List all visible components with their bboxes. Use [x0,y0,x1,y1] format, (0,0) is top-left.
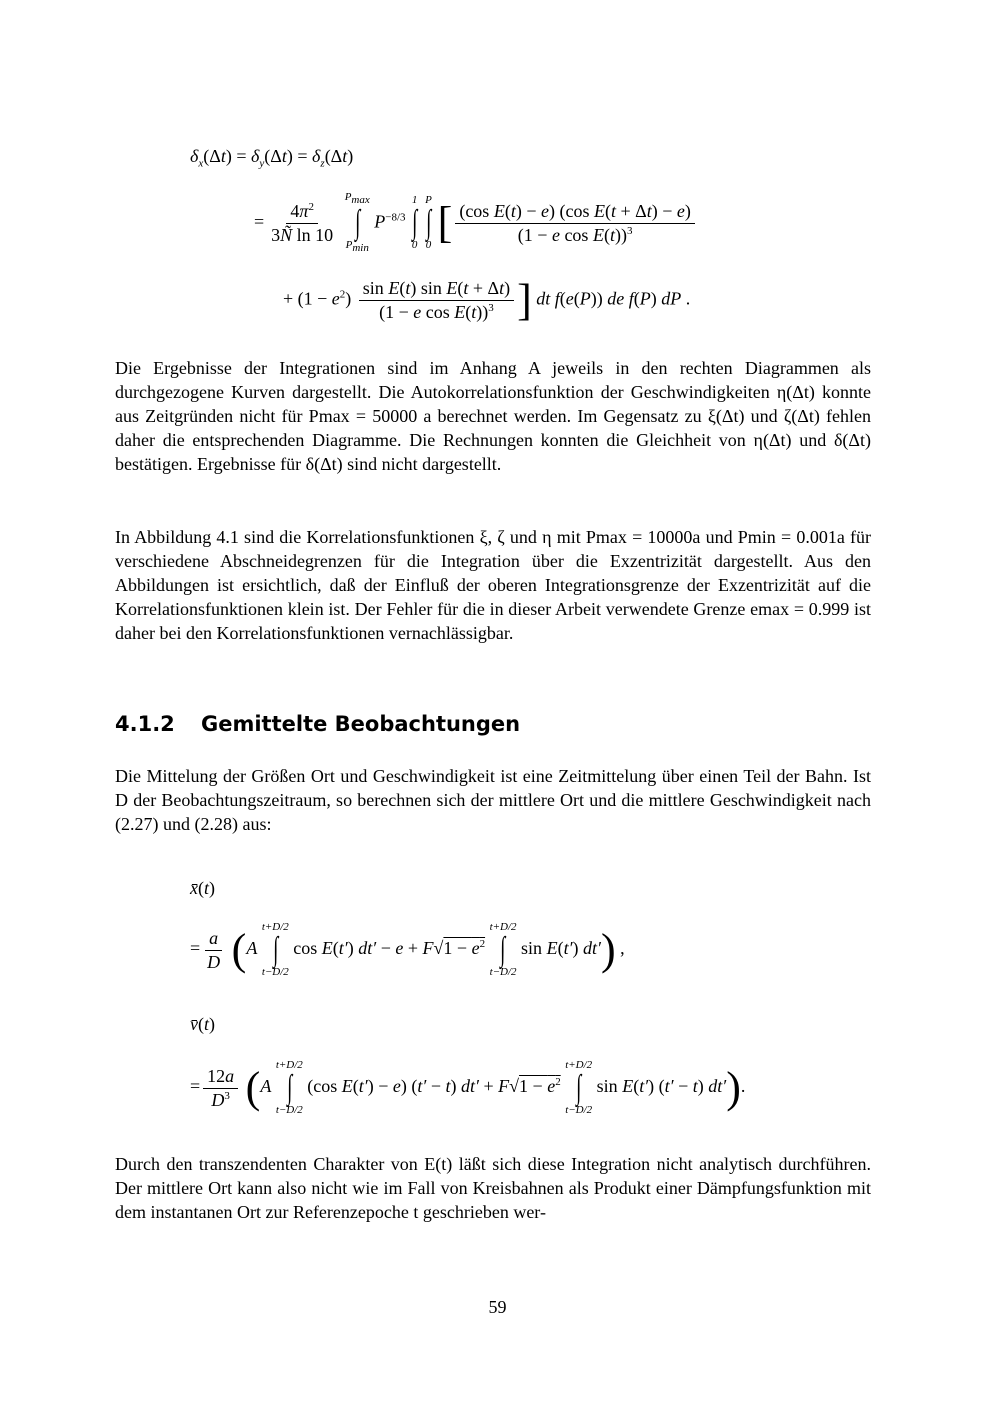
v-mean-equation: = $\frac{12a}{D^3}$ (A t+D/2 ∫ t−D/2 (cos E(t′) − e) (t′ − t) $dt' + F√1 - e^2$ t+D/2 ∫ t−D/2 sin E(t′) (t′ − t) dt′). [190,1059,746,1116]
paragraph-transcendent: Durch den transzendenten Charakter von E(t) läßt sich diese Integration nicht analytisch durchführen. Der mittlere Ort kann also nicht wie im Fall von Kreisbahnen als Produkt einer Dämpfungsfunktion mit dem instantanen Ort zur Referenzepoche t geschrieben wer- [115,1154,871,1222]
paragraph-correlation: In Abbildung 4.1 sind die Korrelationsfunktionen ξ, ζ und η mit Pmax = 10000a und Pmin = 0.001a für verschiedene Abschneidegrenzen für die Integration über die Exzentrizität dargestellt. Aus den Abbildungen ist ersichtlich, daß der Einfluß der oberen Integrationsgrenze der Exzentrizität auf die Korrelationsfunktionen klein ist. Der Fehler für die in dieser Arbeit verwendete Grenze emax = 0.999 ist daher bei den Korrelationsfunktionen vernachlässigbar. [115,527,871,643]
delta-equation-line1: = $\frac{4\pi^2}{\text{3Ñ ln 10}}$ $P_{max}$ ∫ $P_{min}$ $P^{-8/3}$ 1 ∫ 0 P ∫ 0 [ $\frac{\text{(cos E(t) − e) (cos E(t + Δt) − e)}}{(1 - e \cos E(t))^3}$ [254,192,698,254]
x-mean-label: x̄(t) [190,878,216,898]
section-number: 4.1.2 [115,712,175,736]
page-number: 59 [488,1297,507,1317]
section-heading [115,712,520,736]
delta-equation-line2: + $(1 - e^2)$ $\frac{\text{sin E(t) sin E(t + Δt)}}{(1 - e \cos E(t))^3}$ ] dt f(e(P)) de f(P) dP . [283,275,691,325]
delta-equation-header: $\delta_x(\Delta t) = \delta_y(\Delta t) = \delta_z(\Delta t)$ [190,146,354,170]
paragraph-results: Die Ergebnisse der Integrationen sind im Anhang A jeweils in den rechten Diagrammen als durchgezogene Kurven dargestellt. Die Autokorrelationsfunktion der Geschwindigkeiten η(Δt) konnte aus Zeitgründen nicht für Pmax = 50000 a berechnet werden. Im Gegensatz zu ξ(Δt) und ζ(Δt) fehlen daher die entsprechenden Diagramme. Die Rechnungen konnten die Gleichheit von η(Δt) und δ(Δt) bestätigen. Ergebnisse für δ(Δt) sind nicht dargestellt. [115,358,871,474]
paragraph-averaging: Die Mittelung der Größen Ort und Geschwindigkeit ist eine Zeitmittelung über einen Teil der Bahn. Ist D der Beobachtungszeitraum, so berechnen sich der mittlere Ort und die mittlere Geschwindigkeit nach (2.27) und (2.28) aus: [115,766,871,834]
v-mean-label: v̄(t) [190,1014,216,1034]
section-title: Gemittelte Beobachtungen [201,712,521,736]
x-mean-equation: = $\frac{a}{D}$ (A t+D/2 ∫ t−D/2 cos E(t′) $dt' - e + F√1 - e^2$ t+D/2 ∫ t−D/2 sin E(t′) dt′) , [190,921,625,978]
